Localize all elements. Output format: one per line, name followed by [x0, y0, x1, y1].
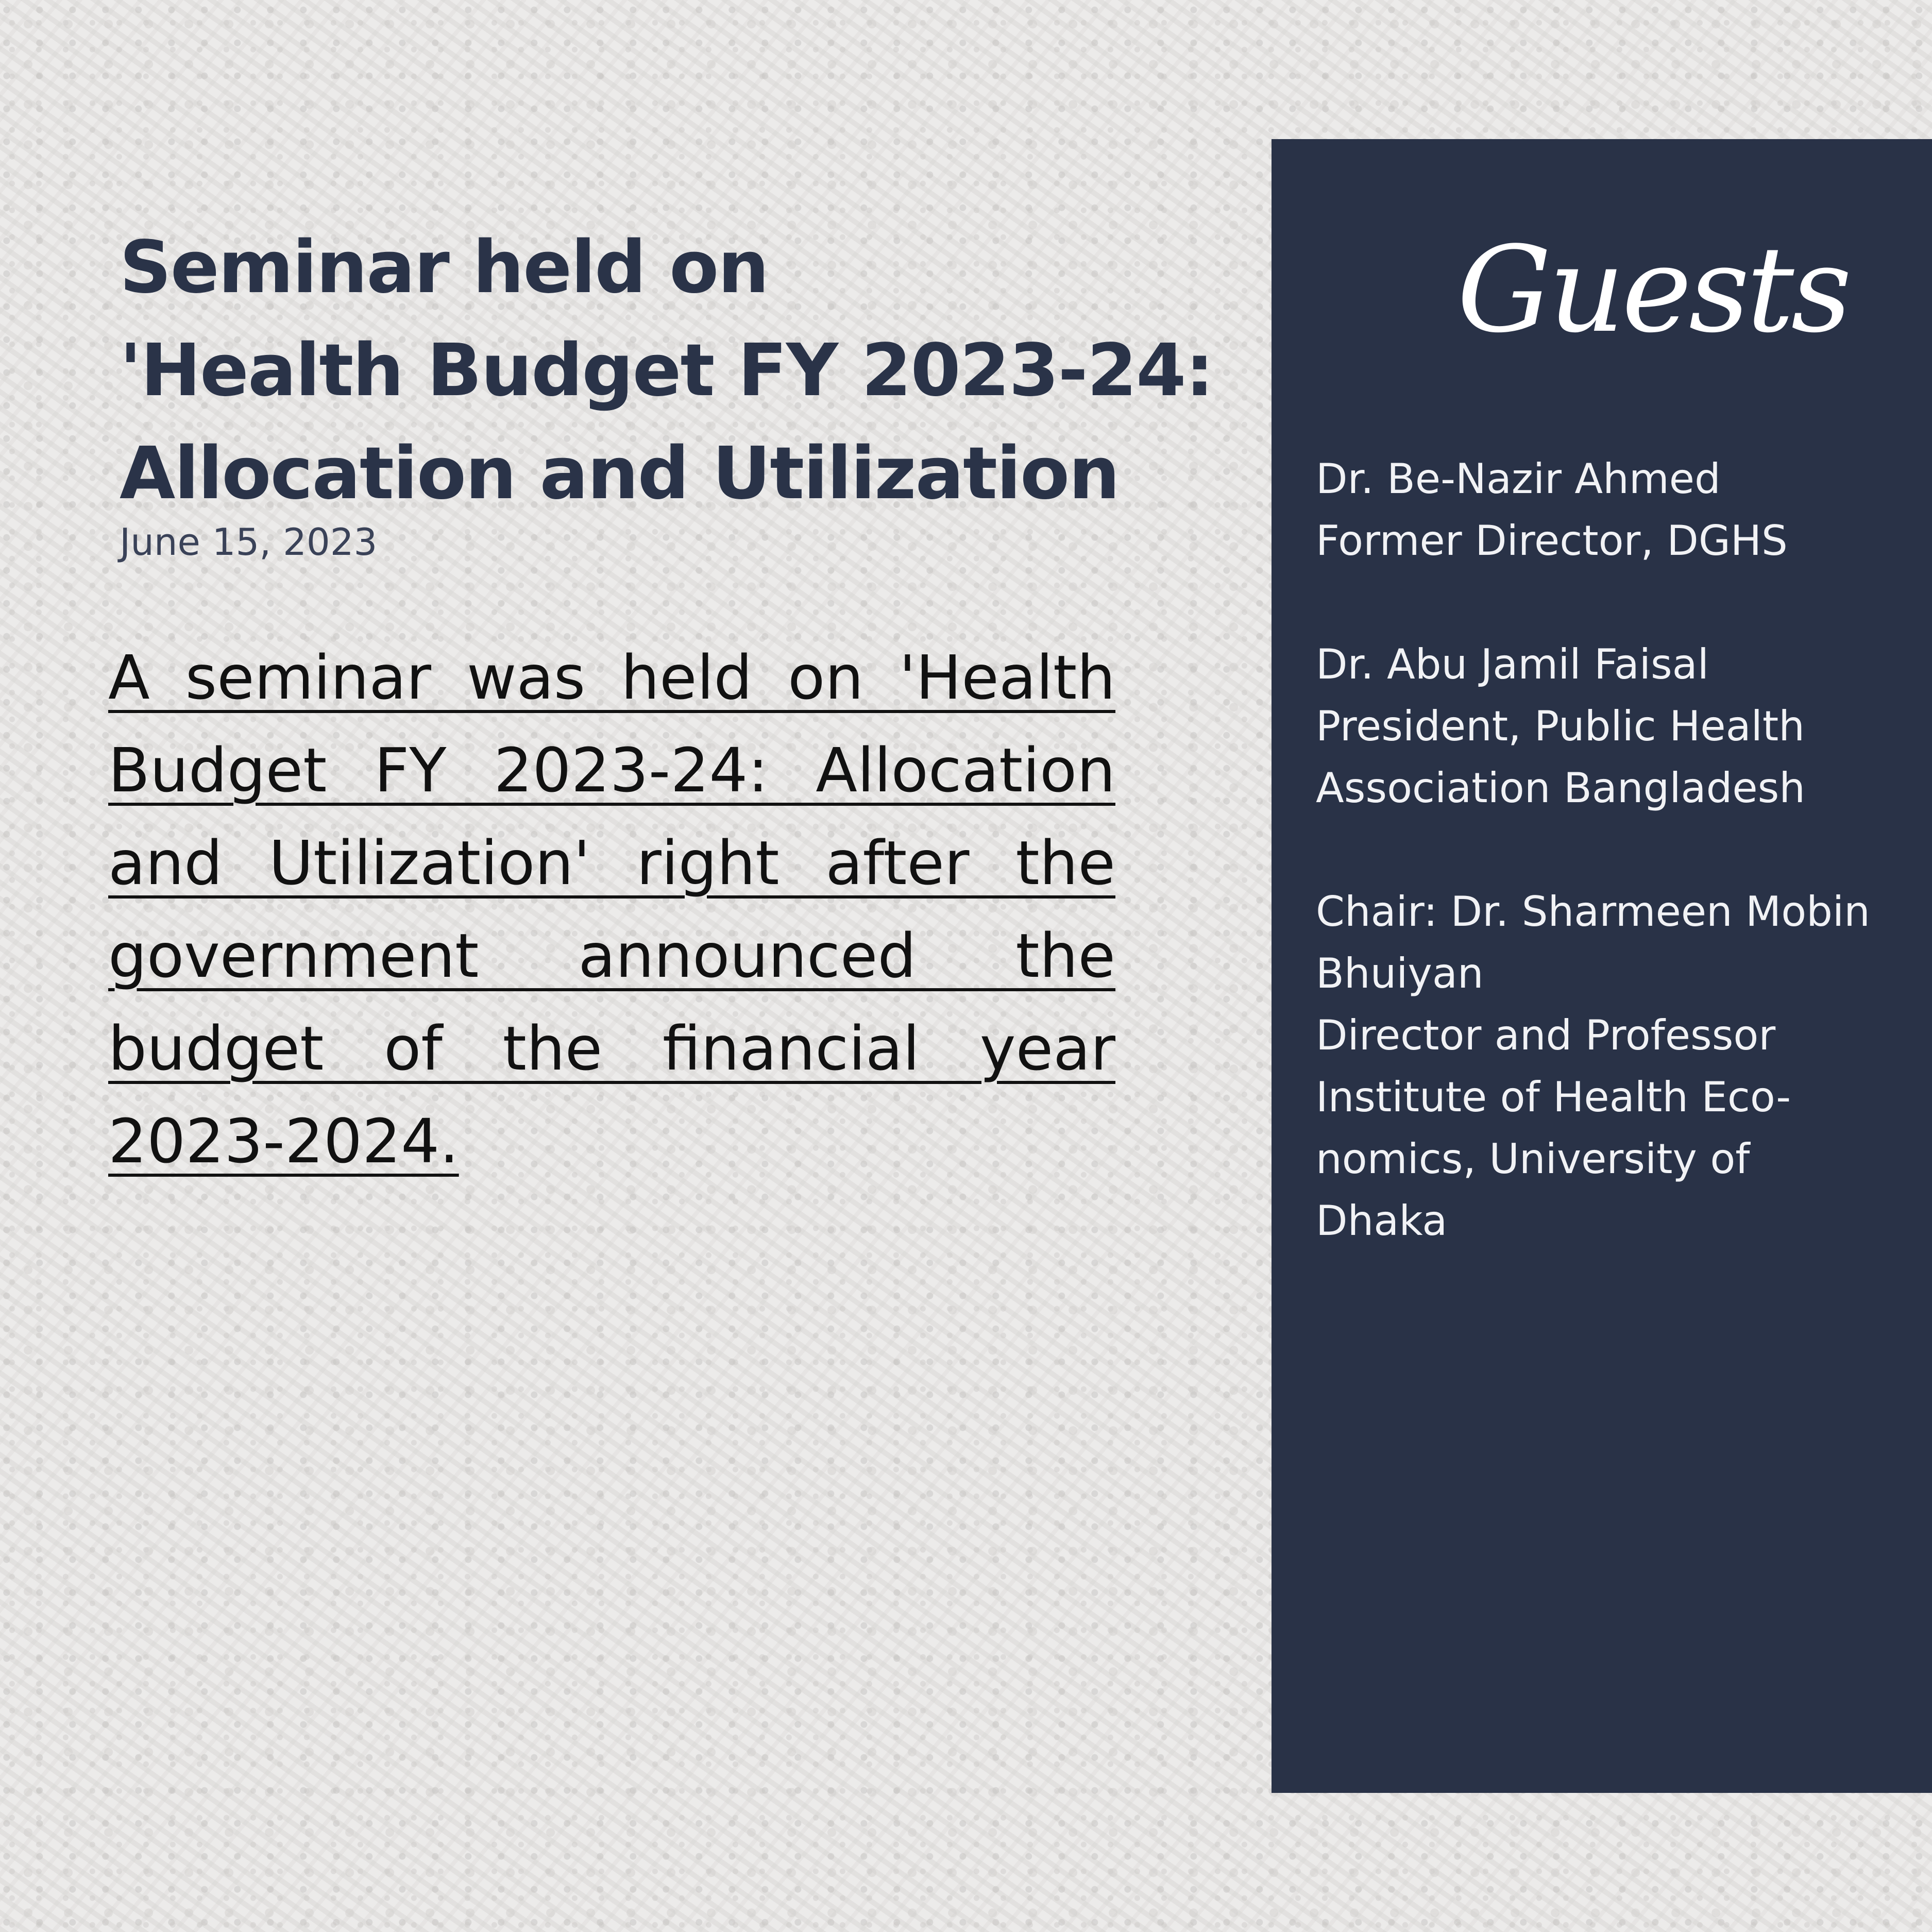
guest-list	[1316, 448, 1924, 1314]
guests-heading: Guests	[1457, 222, 1849, 359]
title-line-1: Seminar held on	[120, 226, 768, 310]
guest-role: Director and Professor	[1316, 1011, 1776, 1059]
title-line-2: 'Health Budget FY 2023-24:	[120, 329, 1213, 413]
guest-role: Dhaka	[1316, 1197, 1448, 1245]
guest-entry	[1316, 881, 1924, 1252]
guest-role: Institute of Health Eco-	[1316, 1073, 1791, 1121]
seminar-title	[120, 216, 1243, 526]
guest-name: Bhuiyan	[1316, 950, 1484, 997]
guests-panel	[1272, 139, 1932, 1793]
title-line-3: Allocation and Utilization	[120, 432, 1119, 516]
seminar-description: A seminar was held on 'Health Budget FY 2023-24: Allocation and Utilization' right after the government announced the budget of the financial year 2023-2024.	[108, 642, 1115, 1177]
guest-role: President, Public Health	[1316, 702, 1805, 750]
guest-entry	[1316, 448, 1924, 572]
guest-role: nomics, University of	[1316, 1135, 1750, 1183]
guest-role: Former Director, DGHS	[1316, 517, 1788, 565]
guest-name: Dr. Be-Nazir Ahmed	[1316, 455, 1721, 503]
seminar-date: June 15, 2023	[120, 520, 378, 564]
guest-role: Association Bangladesh	[1316, 764, 1805, 812]
guest-entry	[1316, 634, 1924, 819]
guest-name: Dr. Abu Jamil Faisal	[1316, 640, 1709, 688]
guest-name: Chair: Dr. Sharmeen Mobin	[1316, 888, 1870, 936]
